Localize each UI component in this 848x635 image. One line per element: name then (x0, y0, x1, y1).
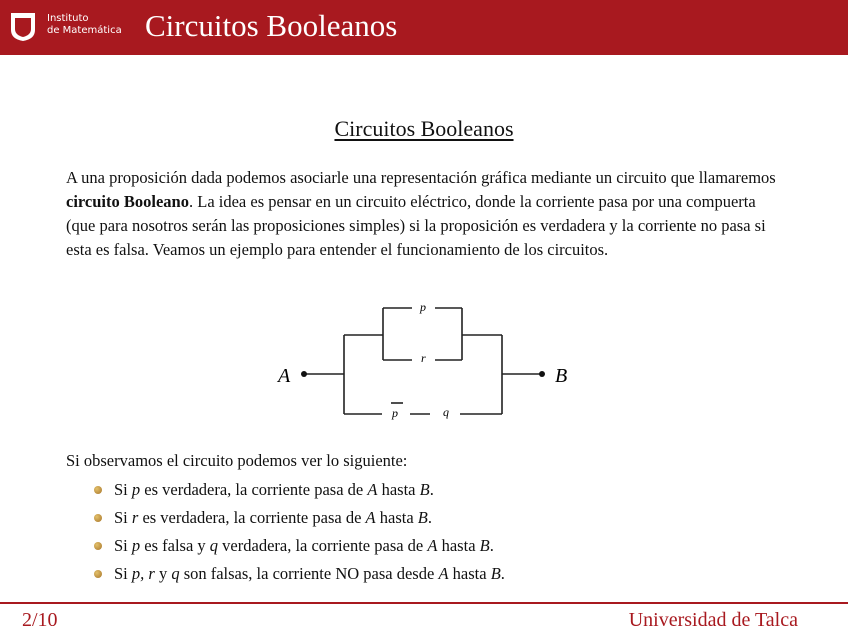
university-name: Universidad de Talca (628, 609, 798, 631)
slide-title: Circuitos Booleanos (334, 116, 514, 141)
node-b-dot (539, 371, 545, 377)
node-a-label: A (278, 365, 291, 387)
list-item: Si p es verdadera, la corriente pasa de A hasta B. (92, 478, 505, 506)
node-b-label: B (555, 365, 568, 387)
gate-q-label: q (443, 405, 449, 419)
institution-line-2: de Matemática (47, 25, 122, 36)
observation-list (92, 478, 505, 590)
list-item: Si p es falsa y q verdadera, la corriente pasa de A hasta B. (92, 534, 505, 562)
gate-not-p-label: p (392, 406, 398, 420)
list-item: Si p, r y q son falsas, la corriente NO pasa desde A hasta B. (92, 562, 505, 590)
list-item: Si r es verdadera, la corriente pasa de A hasta B. (92, 506, 505, 534)
header-title: Circuitos Booleanos (145, 8, 398, 43)
institution-line-1: Instituto (47, 13, 89, 24)
university-logo-icon (10, 12, 36, 42)
gate-p-label: p (420, 300, 426, 314)
gate-r-label: r (421, 351, 426, 365)
intro-bold-term: circuito Booleano (66, 192, 189, 211)
boolean-circuit-diagram (270, 290, 590, 430)
institution-name (47, 13, 137, 37)
header-bar (0, 0, 848, 55)
footer-rule (0, 602, 848, 604)
node-a-dot (301, 371, 307, 377)
page-number: 2/10 (22, 609, 58, 631)
observation-text: Si observamos el circuito podemos ver lo siguiente: (66, 451, 408, 470)
intro-paragraph: A una proposición dada podemos asociarle una representación gráfica mediante un circuito que llamaremos circuito Booleano. La idea es pensar en un circuito eléctrico, donde la corriente pasa por una compuerta (que para nosotros serán las proposiciones simples) si la proposición es verdadera y la corriente no pasa si esta es falsa. Veamos un ejemplo para entender el funcionamiento de los circuitos. (66, 168, 776, 259)
